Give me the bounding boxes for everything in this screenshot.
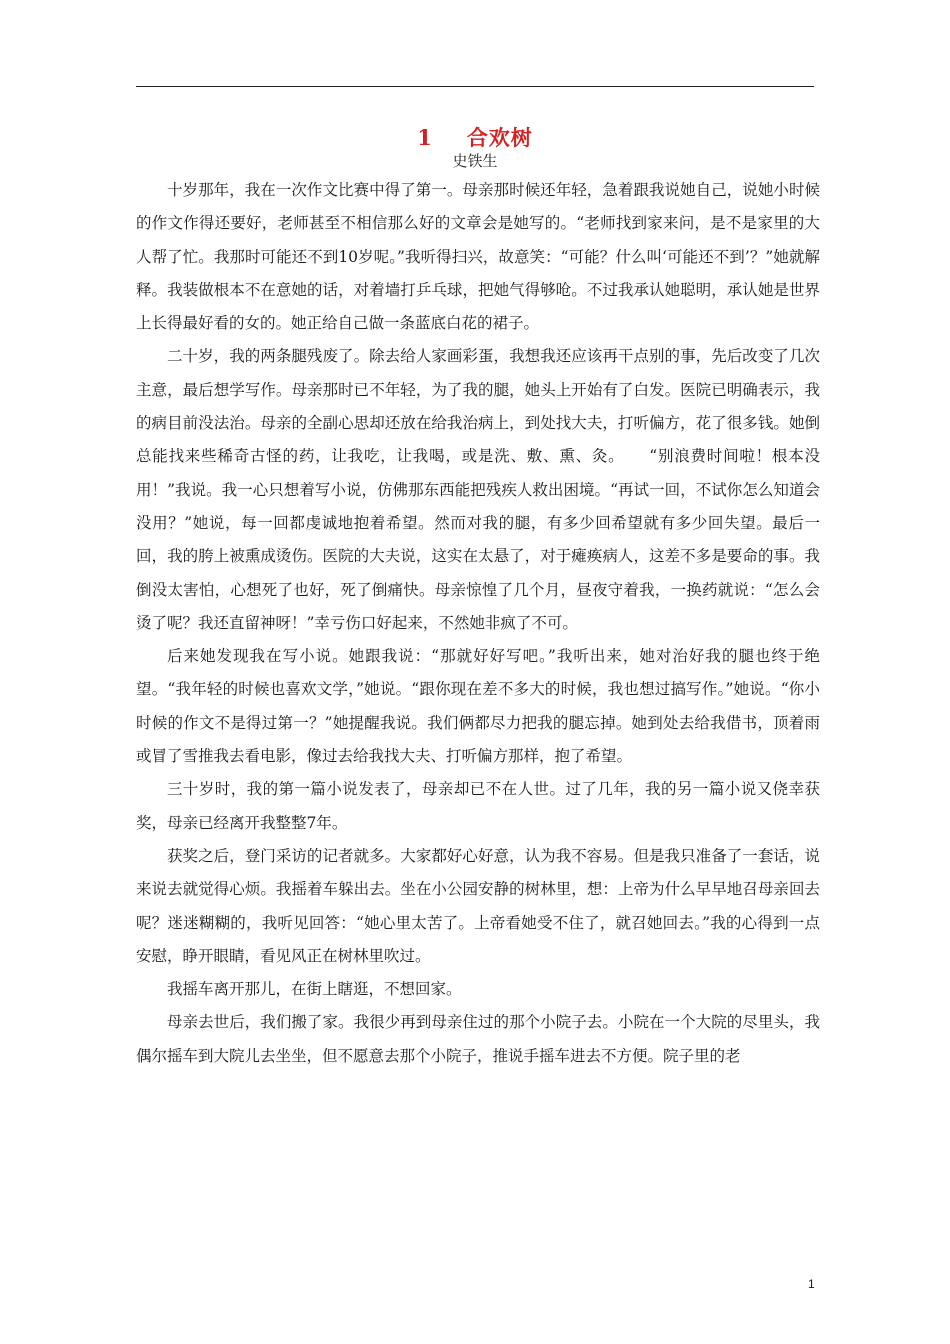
paragraph: 我摇车离开那儿，在街上瞎逛，不想回家。 [167, 980, 462, 999]
header-rule [136, 86, 814, 87]
paragraph: 后来她发现我在写小说。她跟我说：“那就好好写吧。”我听出来，她对治好我的腿也终于绝望。“我年轻的时候也喜欢文学，”她说。“跟你现在差不多大的时候，我也想过搞写作。”她说。“你小时候的作文不是得过第一？”她提醒我说。我们俩都尽力把我的腿忘掉。她到处去给我借书，顶着雨或冒了雪推我去看电影，像过去给我找大夫、打听偏方那样，抱了希望。 [136, 647, 820, 766]
paragraph: 三十岁时，我的第一篇小说发表了，母亲却已不在人世。过了几年，我的另一篇小说又侥幸获奖，母亲已经离开我整整7年。 [136, 780, 820, 832]
paragraph: 获奖之后，登门采访的记者就多。大家都好心好意，认为我不容易。但是我只准备了一套话，说来说去就觉得心烦。我摇着车躲出去。坐在小公园安静的树林里，想：上帝为什么早早地召母亲回去呢？迷迷糊糊的，我听见回答：“她心里太苦了。上帝看她受不住了，就召她回去。”我的心得到一点安慰，睁开眼睛，看见风正在树林里吹过。 [136, 846, 820, 965]
title-text: 合欢树 [466, 125, 533, 150]
paragraph: 二十岁，我的两条腿残废了。除去给人家画彩蛋，我想我还应该再干点别的事，先后改变了几次主意，最后想学写作。母亲那时已不年轻，为了我的腿，她头上开始有了白发。医院已明确表示，我的病目前没法治。母亲的全副心思却还放在给我治病上，到处找大夫，打听偏方，花了很多钱。她倒总能找来些稀奇古怪的药，让我吃，让我喝，或是洗、敷、熏、灸。 “别浪费时间啦！根本没用！”我说。我一心只想着写小说，仿佛那东西能把残疾人救出困境。“再试一回，不试你怎么知道会没用？”她说，每一回都虔诚地抱着希望。然而对我的腿，有多少回希望就有多少回失望。最后一回，我的胯上被熏成烫伤。医院的大夫说，这实在太悬了，对于瘫痪病人，这差不多是要命的事。我倒没太害怕，心想死了也好，死了倒痛快。母亲惊惶了几个月，昼夜守着我，一换药就说：“怎么会烫了呢？我还直留神呀！”幸亏伤口好起来，不然她非疯了不可。 [136, 347, 820, 632]
document-title [0, 122, 950, 152]
article-body [136, 174, 820, 1073]
page-number: 1 [808, 1277, 815, 1291]
author-name: 史铁生 [452, 152, 498, 170]
title-number: 1 [417, 125, 433, 150]
paragraph: 母亲去世后，我们搬了家。我很少再到母亲住过的那个小院子去。小院在一个大院的尽里头，我偶尔摇车到大院儿去坐坐，但不愿意去那个小院子，推说手摇车进去不方便。院子里的老 [136, 1013, 820, 1065]
paragraph: 十岁那年，我在一次作文比赛中得了第一。母亲那时候还年轻，急着跟我说她自己，说她小时候的作文作得还要好，老师甚至不相信那么好的文章会是她写的。“老师找到家来问，是不是家里的大人帮了忙。我那时可能还不到10岁呢。”我听得扫兴，故意笑：“可能？什么叫‘可能还不到’？”她就解释。我装做根本不在意她的话，对着墙打乒乓球，把她气得够呛。不过我承认她聪明，承认她是世界上长得最好看的女的。她正给自己做一条蓝底白花的裙子。 [136, 181, 820, 333]
